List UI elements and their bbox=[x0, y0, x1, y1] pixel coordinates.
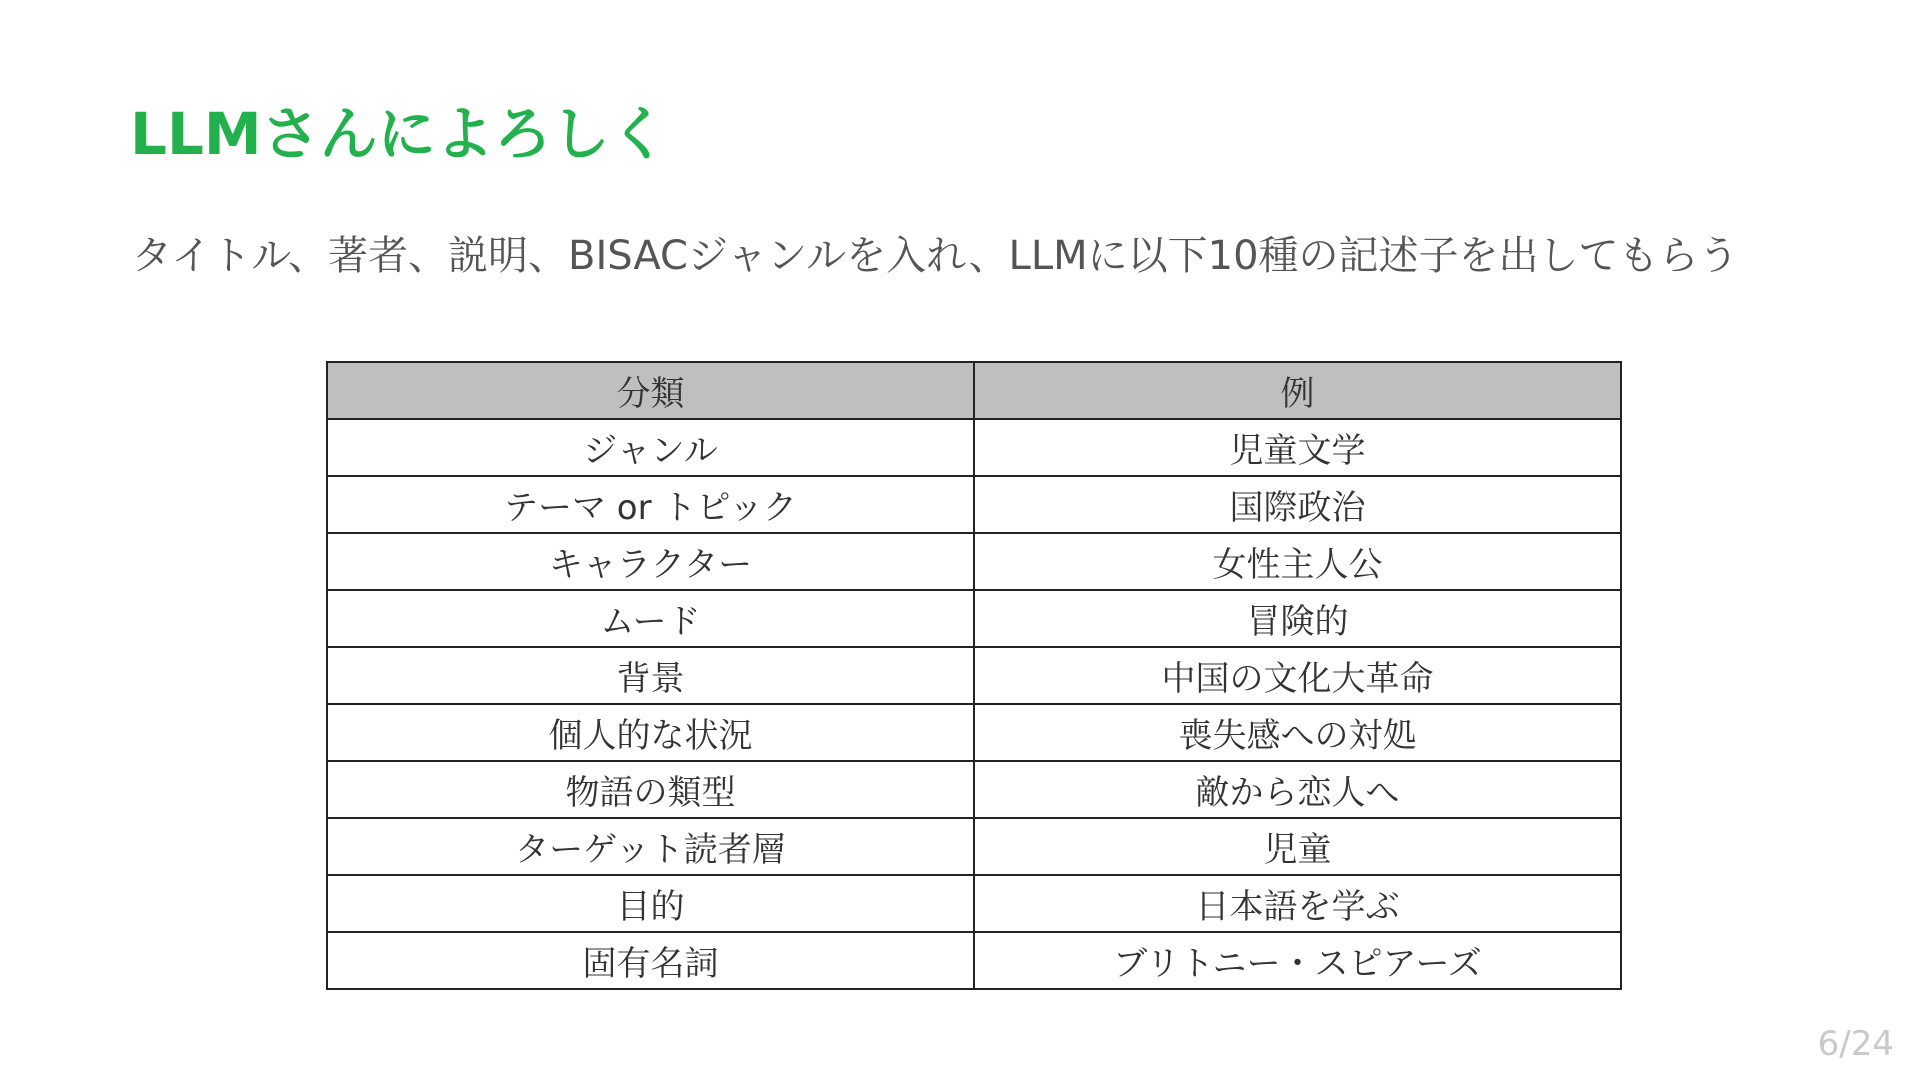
table-row bbox=[327, 476, 1621, 533]
table-row bbox=[327, 419, 1621, 476]
example-cell: 日本語を学ぶ bbox=[974, 875, 1621, 932]
slide-title: LLMさんによろしく bbox=[130, 100, 668, 168]
category-cell: 物語の類型 bbox=[327, 761, 974, 818]
page-number: 6/24 bbox=[1817, 1024, 1894, 1064]
table-row bbox=[327, 932, 1621, 989]
descriptor-table-container bbox=[326, 361, 1622, 990]
example-cell: 国際政治 bbox=[974, 476, 1621, 533]
category-cell: 背景 bbox=[327, 647, 974, 704]
table-row bbox=[327, 704, 1621, 761]
table-header-row bbox=[327, 362, 1621, 419]
slide-subtitle: タイトル、著者、説明、BISACジャンルを入れ、LLMに以下10種の記述子を出してもらう bbox=[132, 233, 1739, 279]
table-row bbox=[327, 533, 1621, 590]
header-example: 例 bbox=[974, 362, 1621, 419]
descriptor-table bbox=[326, 361, 1622, 990]
table-row bbox=[327, 590, 1621, 647]
example-cell: 児童 bbox=[974, 818, 1621, 875]
table-row bbox=[327, 875, 1621, 932]
category-cell: テーマ or トピック bbox=[327, 476, 974, 533]
example-cell: 冒険的 bbox=[974, 590, 1621, 647]
category-cell: 固有名詞 bbox=[327, 932, 974, 989]
example-cell: 児童文学 bbox=[974, 419, 1621, 476]
table-row bbox=[327, 761, 1621, 818]
category-cell: 個人的な状況 bbox=[327, 704, 974, 761]
example-cell: 中国の文化大革命 bbox=[974, 647, 1621, 704]
example-cell: 敵から恋人へ bbox=[974, 761, 1621, 818]
category-cell: ターゲット読者層 bbox=[327, 818, 974, 875]
example-cell: ブリトニー・スピアーズ bbox=[974, 932, 1621, 989]
example-cell: 喪失感への対処 bbox=[974, 704, 1621, 761]
category-cell: ジャンル bbox=[327, 419, 974, 476]
table-row bbox=[327, 818, 1621, 875]
table-row bbox=[327, 647, 1621, 704]
category-cell: ムード bbox=[327, 590, 974, 647]
category-cell: キャラクター bbox=[327, 533, 974, 590]
header-category: 分類 bbox=[327, 362, 974, 419]
category-cell: 目的 bbox=[327, 875, 974, 932]
example-cell: 女性主人公 bbox=[974, 533, 1621, 590]
